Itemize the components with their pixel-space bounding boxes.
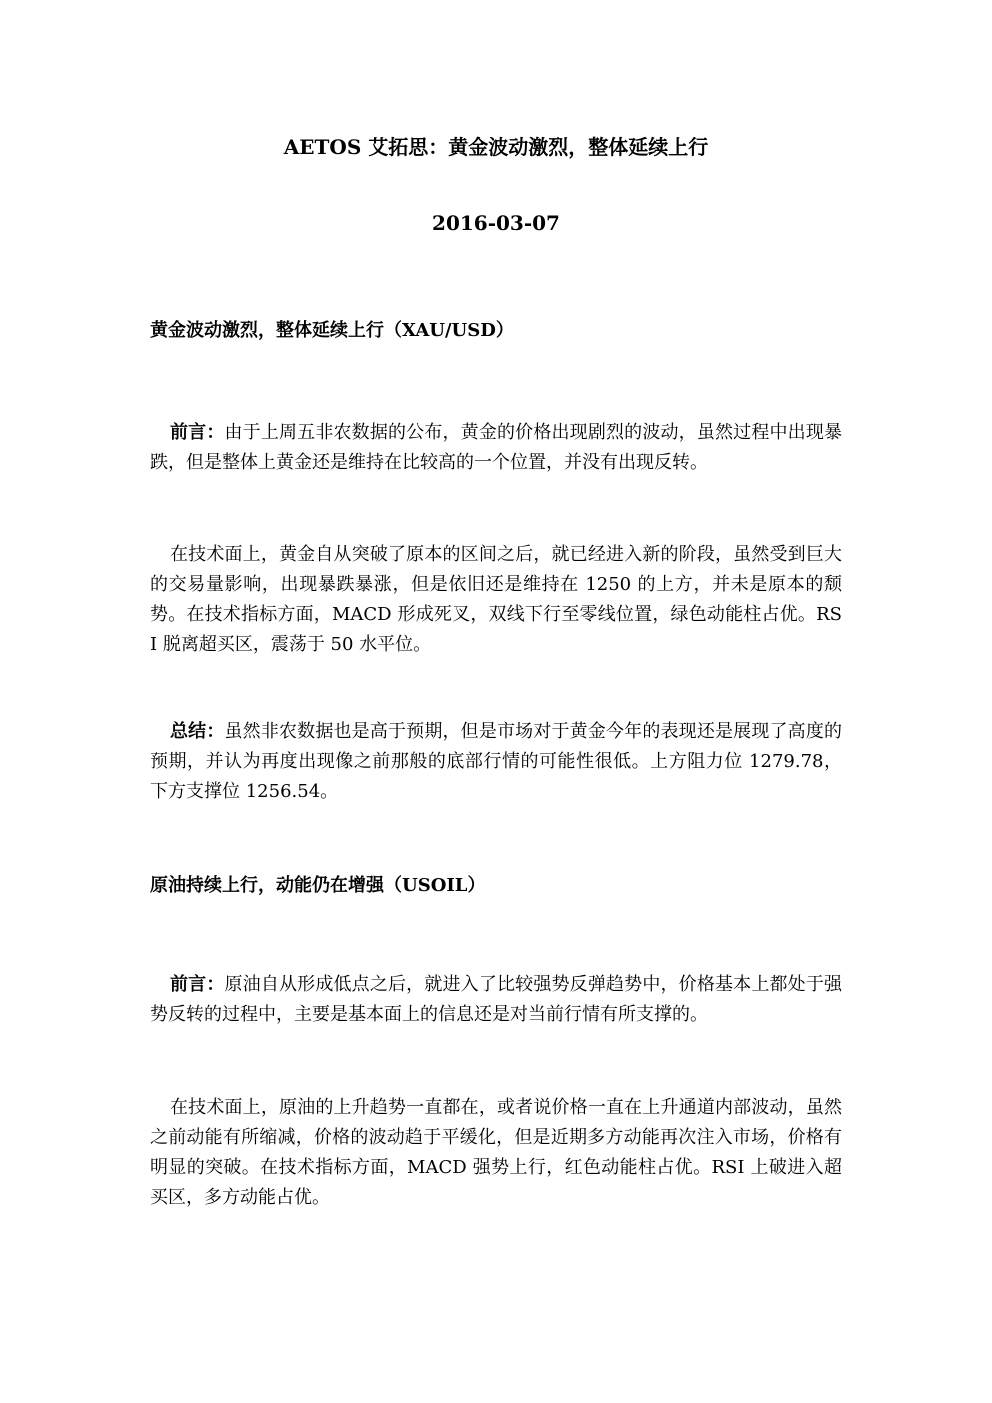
paragraph-oil-preface (150, 970, 842, 1030)
paragraph-text: 在技术面上，黄金自从突破了原本的区间之后，就已经进入新的阶段，虽然受到巨大的交易量影响，出现暴跌暴涨，但是依旧还是维持在 1250 的上方，并未是原本的颓势。在技术指标方面，MACD 形成死叉，双线下行至零线位置，绿色动能柱占优。RSI 脱离超买区，震荡于 50 水平位。 (150, 544, 842, 655)
paragraph-gold-preface (150, 418, 842, 478)
paragraph-lead-label: 前言： (170, 974, 225, 995)
paragraph-gold-technical (150, 540, 842, 660)
document-date: 2016-03-07 (432, 211, 560, 235)
paragraph-text: 在技术面上，原油的上升趋势一直都在，或者说价格一直在上升通道内部波动，虽然之前动能有所缩减，价格的波动趋于平缓化，但是近期多方动能再次注入市场，价格有明显的突破。在技术指标方面，MACD 强势上行，红色动能柱占优。RSI 上破进入超买区，多方动能占优。 (150, 1097, 842, 1208)
paragraph-gold-summary (150, 717, 842, 807)
paragraph-lead-label: 前言： (170, 422, 225, 443)
paragraph-lead-label: 总结： (170, 721, 225, 742)
document-title: AETOS 艾拓思：黄金波动激烈，整体延续上行 (283, 135, 709, 159)
section-heading-gold: 黄金波动激烈，整体延续上行（XAU/USD） (150, 320, 514, 341)
section-heading-oil: 原油持续上行，动能仍在增强（USOIL） (150, 875, 486, 896)
paragraph-oil-technical (150, 1093, 842, 1213)
paragraph-text: 原油自从形成低点之后，就进入了比较强势反弹趋势中，价格基本上都处于强势反转的过程中，主要是基本面上的信息还是对当前行情有所支撑的。 (150, 974, 842, 1025)
paragraph-text: 虽然非农数据也是高于预期，但是市场对于黄金今年的表现还是展现了高度的预期，并认为再度出现像之前那般的底部行情的可能性很低。上方阻力位 1279.78，下方支撑位 1256.54。 (150, 721, 842, 802)
paragraph-text: 由于上周五非农数据的公布，黄金的价格出现剧烈的波动，虽然过程中出现暴跌，但是整体上黄金还是维持在比较高的一个位置，并没有出现反转。 (150, 422, 842, 473)
